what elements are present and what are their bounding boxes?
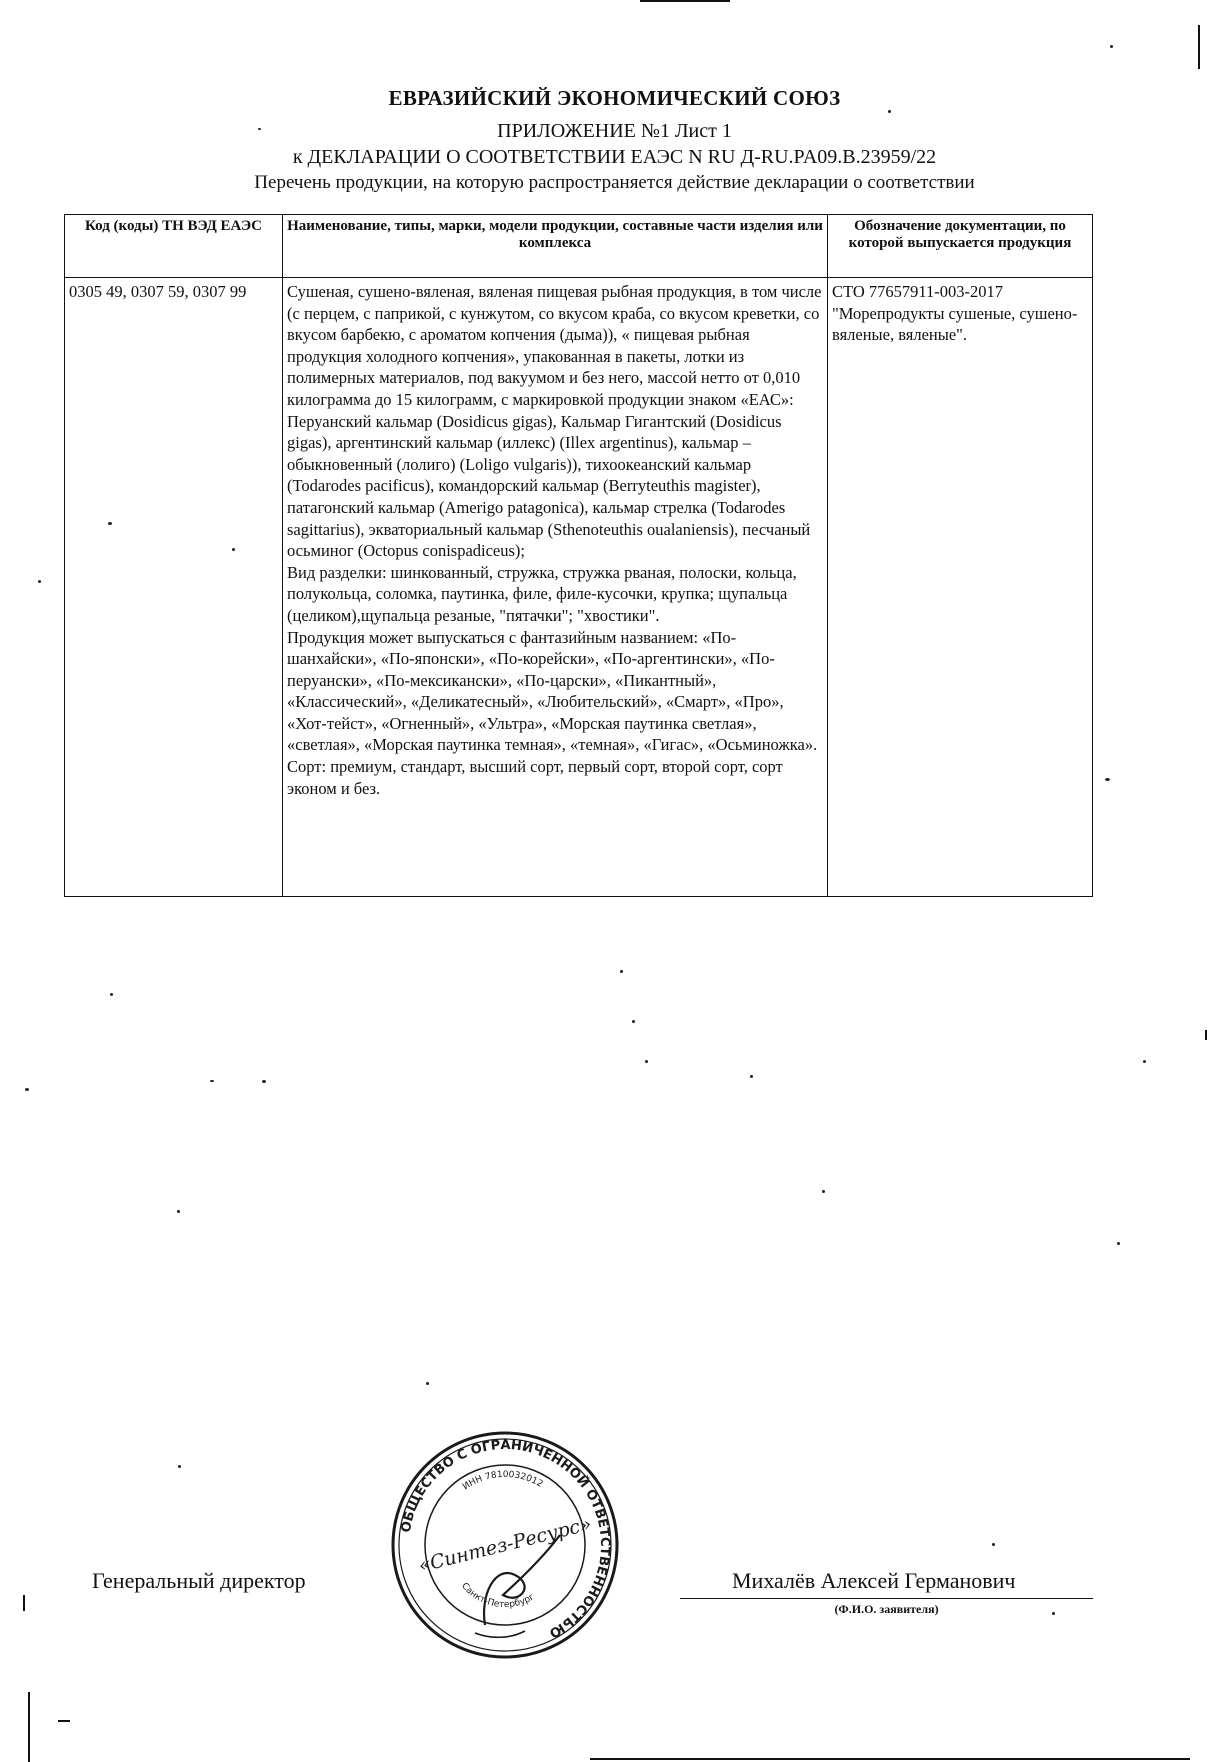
table-row: [65, 278, 1093, 897]
signer-role-label: (Ф.И.О. заявителя): [834, 1602, 939, 1616]
svg-text:ИНН 7810032012: [461, 1470, 544, 1492]
seal-center-text: «Синтез-Ресурс»: [416, 1512, 594, 1578]
seal-outer-text: ОБЩЕСТВО С ОГРАНИЧЕННОЙ ОТВЕТСТВЕННОСТЬЮ: [398, 1437, 613, 1641]
union-title: ЕВРАЗИЙСКИЙ ЭКОНОМИЧЕСКИЙ СОЮЗ: [388, 86, 841, 110]
signature-line: [680, 1598, 1093, 1599]
cell-description: Сушеная, сушено-вяленая, вяленая пищевая рыбная продукция, в том числе (с перцем, с паприкой, с кунжутом, со вкусом краба, со вкусом креветки, со вкусом барбекю, с ароматом копчения (дыма)), « пищевая рыбная продукция холодного копчения», упакованная в пакеты, лотки из полимерных материалов, под вакуумом и без него, массой нетто от 0,010 килограмма до 15 килограмм, с маркировкой продукции знаком «ЕАС»: Перуанский кальмар (Dosidicus gigas), Кальмар Гигантский (Dosidicus gigas), аргентинский кальмар (иллекс) (Illex argentinus), кальмар – обыкновенный (лолиго) (Loligo vulgaris)), тихоокеанский кальмар (Todarodes pacificus), командорский кальмар (Berryteuthis magister), патагонский кальмар (Amerigo patagonica), кальмар стрелка (Todarodes sagittarius), экваториальный кальмар (Sthenoteuthis oualaniensis), песчаный осьминог (Octopus conispadiceus); Вид разделки: шинкованный, стружка, стружка рваная, полоски, кольца, полукольца, соломка, паутинка, филе, филе-кусочки, крупка; щупальца (целиком),щупальца резаные, "пятачки"; "хвостики". Продукция может выпускаться с фантазийным названием: «По-шанхайски», «По-японски», «По-корейски», «По-аргентински», «По-перуански», «По-мексикански», «По-царски», «Пикантный», «Классический», «Деликатесный», «Любительский», «Смарт», «Про», «Хот-тейст», «Огненный», «Ультра», «Морская паутинка светлая», «светлая», «Морская паутинка темная», «темная», «Гигас», «Осьминожка». Сорт: премиум, стандарт, высший сорт, первый сорт, второй сорт, сорт эконом и без.: [283, 278, 828, 897]
column-header-docs: Обозначение документации, по которой выпускается продукция: [828, 215, 1093, 278]
appendix-title: ПРИЛОЖЕНИЕ №1 Лист 1: [497, 120, 732, 142]
products-table: [64, 214, 1093, 897]
cell-standard: СТО 77657911-003-2017 "Морепродукты сушеные, сушено-вяленые, вяленые".: [828, 278, 1093, 897]
seal-city: Санкт-Петербург: [459, 1581, 537, 1611]
signer-name: Михалёв Алексей Германович: [732, 1568, 1016, 1593]
signer-position: Генеральный директор: [92, 1568, 306, 1593]
column-header-codes: Код (коды) ТН ВЭД ЕАЭС: [65, 215, 283, 278]
cell-codes: 0305 49, 0307 59, 0307 99: [65, 278, 283, 897]
list-title: Перечень продукции, на которую распространяется действие декларации о соответствии: [254, 172, 975, 193]
column-header-name: Наименование, типы, марки, модели продукции, составные части изделия или комплекса: [283, 215, 828, 278]
declaration-number: к ДЕКЛАРАЦИИ О СООТВЕТСТВИИ ЕАЭС N RU Д-RU.PA09.B.23959/22: [292, 146, 937, 168]
company-seal: [385, 1425, 625, 1665]
seal-inn: ИНН 7810032012: [461, 1469, 545, 1493]
table-header-row: [65, 215, 1093, 278]
